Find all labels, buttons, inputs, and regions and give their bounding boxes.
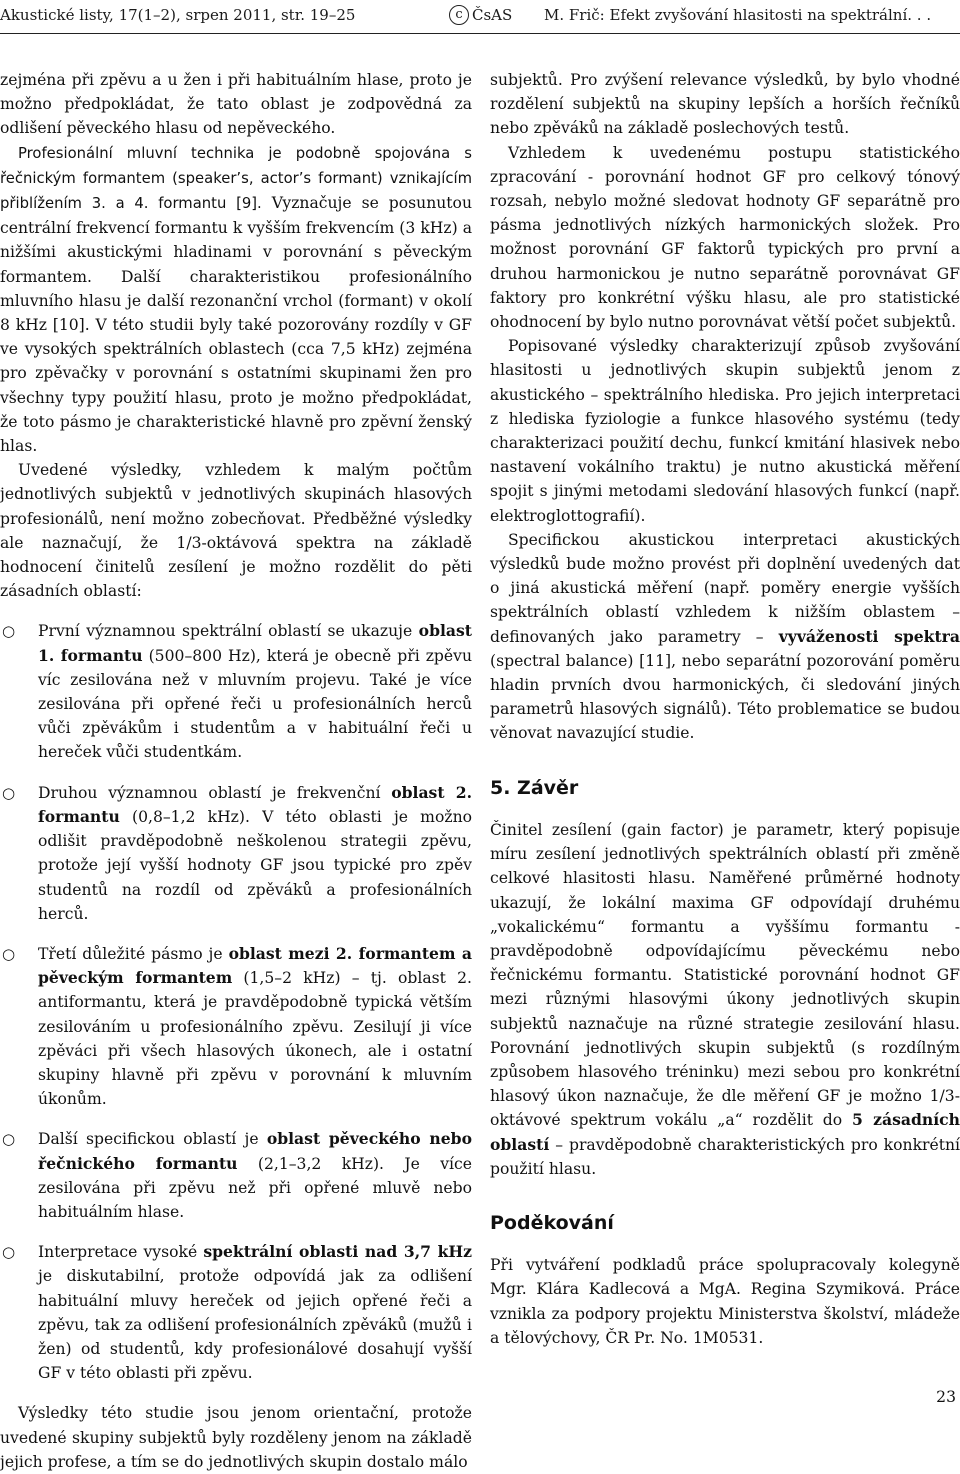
list-item xyxy=(0,942,472,1111)
paragraph-part: Vyznačuje se posunutou centrální frekvencí formantu k vyšším frekvencím (3 kHz) a nižšími akustickými hladinami v porovnání s pěveckým formantem. Další charakteristikou profesionálního mluvního hlasu je další rezonanční vrchol (formant) v okolí 8 kHz [10]. xyxy=(0,194,472,335)
paragraph-part: V této studii byly také pozorovány rozdíly v GF ve vysokých spektrálních oblastech (cca 7,5 kHz) zejména pro zpěvačky v porovnání s ostatními skupinami žen pro všechny typy použití hlasu, proto je možno předpokládat, že toto pásmo je charakteristické hlavně pro zpěvní ženský hlas. xyxy=(0,316,472,456)
paragraph: Výsledky této studie jsou jenom orientační, protože uvedené skupiny subjektů byly rozděleny jenom na základě jejich profese, a tím se do jednotlivých skupin dostalo málo xyxy=(0,1404,472,1471)
paragraph xyxy=(490,818,960,1181)
paragraph: Vzhledem k uvedenému postupu statistického zpracování - porovnání hodnot GF pro celkový tónový rozsah, nebylo možné sledovat hodnoty GF separátně pro pásma jednotlivých nízkých harmonických složek. Pro možnost porovnání GF faktorů typických pro první a druhou harmonickou je nutno separátně porovnávat GF faktory pro konkrétní výšku hlasu, ale pro statistické ohodnocení by bylo nutno porovnávat větší počet subjektů. xyxy=(490,143,960,332)
copyright-icon: c xyxy=(449,5,469,25)
running-header xyxy=(0,0,960,34)
list-item xyxy=(0,619,472,764)
item-bold-text: oblast 2. formantu xyxy=(38,782,472,826)
item-text: První významnou spektrální oblastí se ukazuje xyxy=(38,622,419,641)
item-bold-text: spektrální oblasti nad 3,7 kHz xyxy=(203,1242,472,1262)
bullet-icon: ○ xyxy=(2,783,16,802)
item-text: (1,5–2 kHz) – tj. oblast 2. antiformantu, která je pravděpodobně typická větším zesilováním u profesionálního zpěvu. Zesilují ji více zpěváci při všech hlasových úkonech, ale i ostatní skupiny hlavně při zpěvu v porovnání k mluvním úkonům. xyxy=(38,969,472,1109)
paragraph-part: (spectral balance) [11], nebo separátní pozorování poměru hladin prvních dvou harmonických, či sledování jiných parametrů hlasových signálů). Této problematice se budou věnovat navazující studie. xyxy=(490,651,960,743)
header-rule xyxy=(0,33,960,34)
paragraph-bold-part: 5 zásadních oblastí xyxy=(490,1110,960,1154)
bullet-icon: ○ xyxy=(2,1243,16,1262)
paragraph: Popisované výsledky charakterizují způsob zvyšování hlasitosti u jednotlivých skupin subjektů jenom z akustického – spektrálního hlediska. Pro jejich interpretaci z hlediska fyziologie a funkce hlasového systému (tedy charakterizaci použití dechu, funkcí kmitání hlasivek nebo nastavení vokálního traktu) je nutno akustická měření spojit s jinými metodami sledování hlasových funkcí (např. elektroglottografií). xyxy=(490,337,960,525)
article-running-title: M. Frič: Efekt zvyšování hlasitosti na spektrální. . . xyxy=(544,6,932,24)
item-text: Další specifickou oblastí je xyxy=(38,1130,267,1149)
list-item xyxy=(0,1240,472,1385)
item-text: (2,1–3,2 kHz). Je více zesilována při zpěvu než při opřené mluvě nebo habituálním hlase. xyxy=(38,1154,472,1221)
paragraph xyxy=(490,528,960,746)
paragraph: zejména při zpěvu a u žen i při habituálním hlase, proto je možno předpokládat, že tato oblast je zodpovědná za odlišení pěveckého hlasu od nepěveckého. xyxy=(0,71,472,138)
item-text: Třetí důležité pásmo je xyxy=(38,944,229,963)
item-bold-text: oblast 1. formantu xyxy=(38,621,472,665)
paragraph-bold-part: vyváženosti spektra xyxy=(778,626,960,646)
bullet-icon: ○ xyxy=(2,1130,16,1149)
bullet-icon: ○ xyxy=(2,622,16,641)
paragraph-part: Činitel zesílení (gain factor) je parametr, který popisuje míru zesílení jednotlivých spektrálních oblastí při změně celkové hlasitosti hlasu. Naměřené průměrné hodnoty ukazují, že lokální maxima GF odpovídají druhému „vokalickému“ formantu a vyššímu formantu - pravděpodobně odpovídajícímu pěveckému nebo řečnickému formantu. Statistické porovnání hodnot GF mezi různými hlasovými úkony jednotlivých skupin subjektů naznačuje na různé strategie zesilování hlasu. Porovnání jednotlivých skupin subjektů (s rozdílným způsobem hlasového tréninku) mezi sebou pro konkrétní hlasový úkon naznačuje, že dle měření GF je možno 1/3-oktávové spektrum vokálu „a“ rozdělit do xyxy=(490,820,960,1130)
society-name: ČsAS xyxy=(472,6,513,24)
page-number: 23 xyxy=(936,1388,956,1406)
item-bold-text: oblast mezi 2. formantem a pěveckým formantem xyxy=(38,943,472,988)
item-text: je diskutabilní, protože odpovídá jak za odlišení habituální mluvy hereček od jejich opřené řeči a zpěvu, tak za odlišení profesionálních zpěváků (mužů i žen) od studentů, kdy profesionálové dosahují vyšší GF v této oblasti při zpěvu. xyxy=(38,1267,472,1383)
right-column xyxy=(490,68,960,1350)
paragraph-sans-part: Profesionální mluvní technika je podobně spojována s řečnickým formantem (speaker’s, actor’s formant) vznikajícím přiblížením 3. a 4. formantu [9]. xyxy=(0,144,472,213)
paragraph: Při vytváření podkladů práce spolupracovaly kolegyně Mgr. Klára Kadlecová a MgA. Regina Szymiková. Práce vznikla za podpory projektu Ministerstva školství, mládeže a tělovýchovy, ČR Pr. No. 1M0531. xyxy=(490,1256,960,1347)
item-text: (0,8–1,2 kHz). V této oblasti je možno odlišit pravděpodobně neškolenou strategii zpěvu, protože její vyšší hodnoty GF jsou typické pro zpěv studentů na rozdíl od zpěváků a profesionálních herců. xyxy=(38,807,472,923)
item-bold-text: oblast pěveckého nebo řečnického formantu xyxy=(38,1129,472,1173)
list-item xyxy=(0,1127,472,1224)
paragraph: Uvedené výsledky, vzhledem k malým počtům jednotlivých subjektů v jednotlivých skupinách hlasových profesionálů, není možno zobecňovat. Předběžné výsledky ale naznačují, že 1/3-oktávová spektra na základě hodnocení činitelů zesílení je možno rozdělit do pěti zásadních oblastí: xyxy=(0,461,472,601)
item-text: Druhou významnou oblastí je frekvenční xyxy=(38,783,392,802)
paragraph-part: – pravděpodobně charakteristických pro konkrétní použití hlasu. xyxy=(490,1135,960,1178)
left-column xyxy=(0,68,472,1474)
paragraph-part: Specifickou akustickou interpretaci akustických výsledků bude možno provést při doplnění uvedených dat o jiná akustická měření (např. poměry energie vyšších spektrálních oblastí vzhledem k nižším oblastem – definovaných jako parametry – xyxy=(490,530,960,646)
section-heading-conclusion: 5. Závěr xyxy=(490,776,579,799)
item-text: Interpretace vysoké xyxy=(38,1243,204,1262)
findings-list xyxy=(0,619,472,1385)
item-text: (500–800 Hz), která je obecně při zpěvu víc zesilována než v mluvním projevu. Také je více zesilována při opřené řeči u profesionálních herců vůči zpěvákům i studentům a v habituální řeči u hereček vůči studentkám. xyxy=(38,646,472,762)
journal-citation: Akustické listy, 17(1–2), srpen 2011, str. 19–25 xyxy=(0,6,356,24)
paragraph: subjektů. Pro zvýšení relevance výsledků, by bylo vhodné rozdělení subjektů na skupiny lepších a horších řečníků nebo zpěváků na základě poslechových testů. xyxy=(490,71,960,138)
list-item xyxy=(0,781,472,926)
paragraph xyxy=(0,141,472,459)
bullet-icon: ○ xyxy=(2,944,16,963)
section-heading-acknowledgements: Poděkování xyxy=(490,1211,614,1234)
